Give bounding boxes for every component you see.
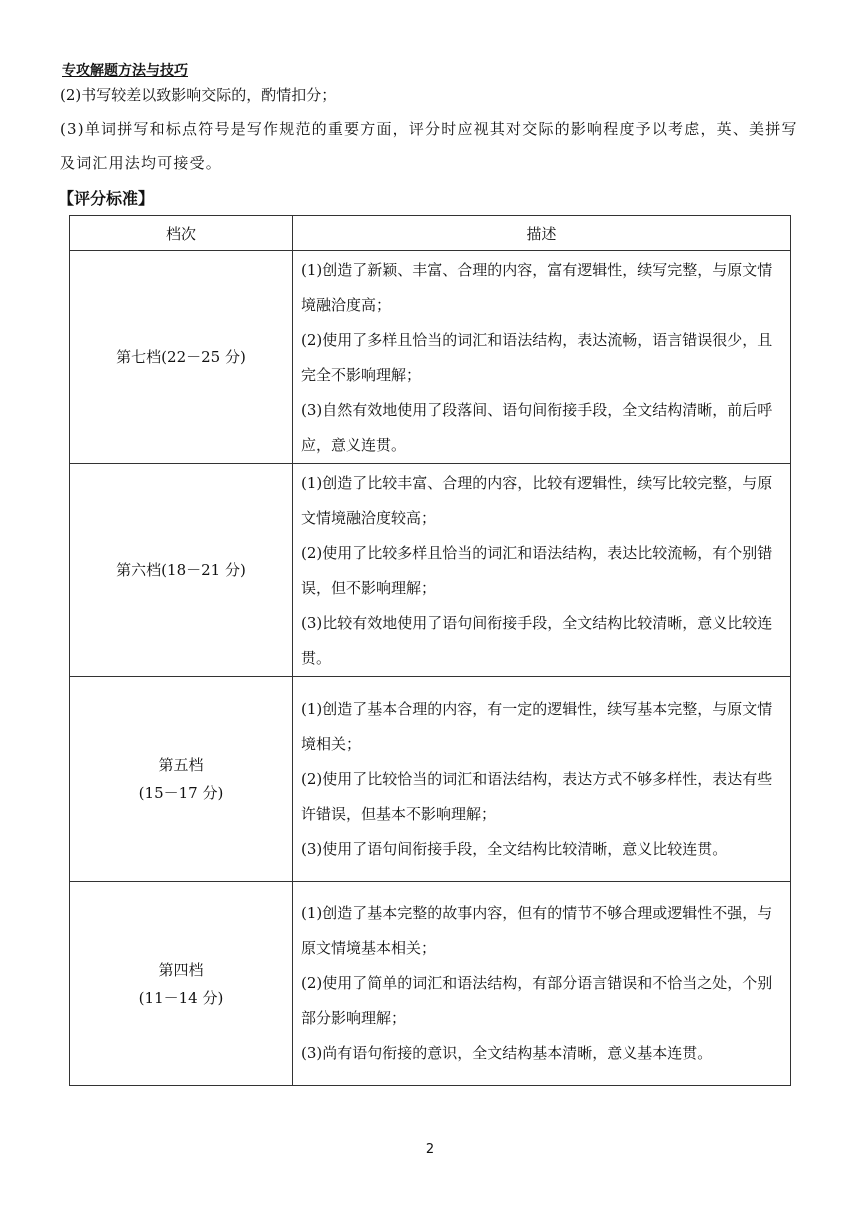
description-cell: [293, 677, 791, 882]
criterion: (3)比较有效地使用了语句间衔接手段，全文结构比较清晰，意义比较连贯。: [301, 614, 773, 667]
table-row: [70, 251, 791, 464]
criterion: (2)使用了简单的词汇和语法结构，有部分语言错误和不恰当之处，个别部分影响理解；: [301, 974, 773, 1027]
criterion: (1)创造了基本完整的故事内容，但有的情节不够合理或逻辑性不强，与原文情境基本相关；: [301, 904, 773, 957]
criterion: (2)使用了多样且恰当的词汇和语法结构，表达流畅，语言错误很少，且完全不影响理解；: [301, 331, 773, 384]
table-row: [70, 464, 791, 677]
scoring-table: [69, 215, 791, 1086]
header-level: 档次: [70, 216, 293, 251]
description-cell: [293, 464, 791, 677]
description-cell: [293, 882, 791, 1086]
criterion: (1)创造了新颖、丰富、合理的内容，富有逻辑性，续写完整，与原文情境融洽度高；: [301, 261, 773, 314]
criterion: (1)创造了比较丰富、合理的内容，比较有逻辑性，续写比较完整，与原文情境融洽度较高；: [301, 474, 773, 527]
level-score-range: (15－17 分): [138, 784, 224, 802]
page-header: 专攻解题方法与技巧: [62, 63, 188, 79]
criterion: (2)使用了比较恰当的词汇和语法结构，表达方式不够多样性，表达有些许错误，但基本不影响理解；: [301, 769, 773, 823]
criterion: (1)创造了基本合理的内容，有一定的逻辑性，续写基本完整，与原文情境相关；: [301, 699, 773, 753]
table-row: [70, 677, 791, 882]
criterion: (3)使用了语句间衔接手段，全文结构比较清晰，意义比较连贯。: [301, 839, 728, 858]
level-cell: [70, 251, 293, 464]
criterion: (3)尚有语句衔接的意识，全文结构基本清晰，意义基本连贯。: [301, 1044, 713, 1062]
paragraph-2: (2)书写较差以致影响交际的，酌情扣分；: [60, 86, 337, 104]
level-label: 第七档(22－25 分): [116, 348, 246, 366]
criterion: (3)自然有效地使用了段落间、语句间衔接手段，全文结构清晰，前后呼应，意义连贯。: [301, 401, 773, 454]
header-description: 描述: [293, 216, 791, 251]
level-cell: [70, 677, 293, 882]
description-cell: [293, 251, 791, 464]
level-label: 第六档(18－21 分): [116, 561, 246, 579]
section-title: 【评分标准】: [58, 189, 155, 208]
table-row: [70, 882, 791, 1086]
level-label: 第五档: [158, 756, 204, 774]
level-cell: [70, 882, 293, 1086]
level-label: 第四档: [158, 960, 204, 979]
page-number: 2: [425, 1142, 435, 1157]
criterion: (2)使用了比较多样且恰当的词汇和语法结构，表达比较流畅，有个别错误，但不影响理解；: [301, 544, 773, 597]
level-score-range: (11－14 分): [138, 988, 224, 1007]
paragraph-3: (3)单词拼写和标点符号是写作规范的重要方面，评分时应视其对交际的影响程度予以考虑，英、美拼写及词汇用法均可接受。: [60, 120, 798, 172]
level-cell: [70, 464, 293, 677]
table-header-row: [70, 216, 791, 251]
